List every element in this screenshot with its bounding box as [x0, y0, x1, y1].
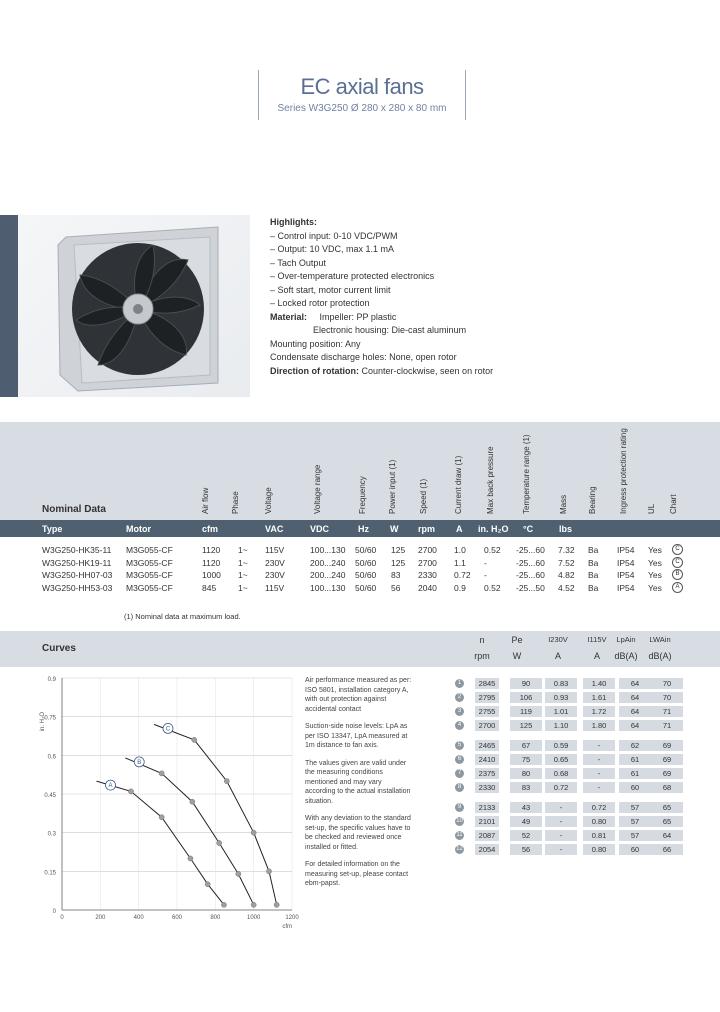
curve-cell: 69: [662, 769, 672, 778]
curve-cell: 0.93: [553, 693, 569, 702]
x-tick-label: 600: [171, 915, 183, 921]
curve-cell: 2755: [478, 707, 496, 716]
curve-cell: 2087: [478, 831, 496, 840]
hdr-mass: Mass: [559, 494, 568, 514]
curve-cell: -: [597, 769, 601, 778]
curve-row: [455, 816, 685, 827]
highlight-item: – Over-temperature protected electronics: [270, 271, 435, 281]
col-vac: VAC: [265, 524, 284, 534]
curve-row: [455, 678, 685, 689]
table-cell: 83: [391, 570, 401, 580]
y-tick-label: 0.9: [47, 677, 56, 683]
direction-value: Counter-clockwise, seen on rotor: [361, 365, 494, 376]
data-point: [190, 799, 195, 804]
table-row: [0, 544, 720, 556]
col-inh2o: in. H₂O: [478, 524, 509, 534]
curve-badge: 1: [455, 679, 464, 688]
curve-cell: -: [597, 741, 601, 750]
table-cell: 0.9: [454, 582, 466, 593]
curve-row: [455, 692, 685, 703]
curve-cell: 2375: [478, 769, 496, 778]
curve-cell: 83: [521, 783, 531, 792]
curve-cell: 60: [630, 783, 640, 792]
data-point: [128, 789, 133, 794]
series-label: B: [137, 759, 142, 766]
table-cell: 230V: [265, 570, 285, 580]
curve-cell: 70: [662, 693, 672, 702]
table-cell: Yes: [648, 557, 662, 568]
curve-cell: 0.83: [553, 679, 569, 688]
curves-col-i115: I115V: [587, 635, 607, 644]
curve-row: [455, 706, 685, 717]
hdr-max-back-pressure: Max back pressure: [486, 446, 495, 514]
table-cell: IP54: [617, 557, 635, 568]
table-cell: C: [672, 544, 683, 555]
curve-cell: 1.10: [553, 721, 569, 730]
table-cell: Yes: [648, 570, 662, 580]
curves-header-band: [0, 631, 720, 667]
curve-cell: 57: [630, 817, 640, 826]
performance-chart: [30, 672, 300, 942]
curve-cell: 43: [521, 803, 531, 812]
table-cell: 200...240: [310, 557, 346, 568]
data-point: [159, 815, 164, 820]
col-hz: Hz: [358, 524, 369, 534]
curves-unit-i115: A: [593, 651, 600, 661]
curve-row: [455, 782, 685, 793]
curve-cell: 71: [662, 707, 672, 716]
hdr-power-input: Power input (1): [388, 459, 397, 514]
curve-cell: 2465: [478, 741, 496, 750]
table-cell: 1.0: [454, 545, 466, 555]
curve-row: [455, 720, 685, 731]
table-cell: -25...60: [516, 545, 545, 555]
table-cell: Yes: [648, 545, 662, 555]
table-cell: 4.82: [558, 570, 575, 580]
table-cell: 125: [391, 545, 406, 555]
table-cell: -25...50: [516, 582, 545, 593]
table-cell: 115V: [265, 545, 285, 555]
table-cell: W3G250-HK19-11: [42, 557, 112, 568]
curve-cell: 0.72: [553, 783, 569, 792]
curve-cell: 0.72: [591, 803, 607, 812]
curve-row: [455, 740, 685, 751]
table-cell: M3G055-CF: [126, 545, 173, 555]
table-cell: 4.52: [558, 582, 575, 593]
fan-illustration: [18, 215, 250, 397]
data-point: [192, 737, 197, 742]
y-tick-label: 0: [52, 909, 56, 915]
table-cell: W3G250-HH07-03: [42, 570, 113, 580]
x-tick-label: 200: [95, 915, 106, 921]
nominal-header-band: [0, 422, 720, 520]
table-cell: A: [672, 582, 683, 593]
curve-badge: 3: [455, 707, 464, 716]
table-cell: 125: [391, 557, 406, 568]
hdr-air-flow: Air flow: [201, 487, 210, 514]
curve-badge: 8: [455, 783, 464, 792]
curve-badge: 6: [455, 755, 464, 764]
table-cell: Ba: [588, 570, 599, 580]
series-label: A: [108, 783, 113, 790]
table-cell: 1120: [202, 545, 221, 555]
curve-cell: 65: [662, 803, 672, 812]
y-axis-label: in. H₂O: [40, 712, 46, 732]
direction-label: Direction of rotation:: [270, 365, 359, 376]
curve-badge: 4: [455, 721, 464, 730]
curve-cell: 64: [630, 721, 640, 730]
curves-unit-n: rpm: [474, 651, 490, 661]
page-subtitle: Series W3G250 Ø 280 x 280 x 80 mm: [277, 103, 447, 114]
hdr-voltage: Voltage: [264, 487, 273, 514]
curve-cell: 64: [630, 693, 640, 702]
curves-unit-lwa: dB(A): [648, 651, 672, 661]
curves-unit-i230: A: [554, 651, 561, 661]
curve-cell: 2700: [478, 721, 496, 730]
table-cell: IP54: [617, 570, 635, 580]
data-point: [274, 902, 279, 907]
curve-cell: -: [559, 845, 563, 854]
mounting-position: Mounting position: Any: [270, 338, 361, 349]
col-rpm: rpm: [418, 524, 436, 534]
y-tick-label: 0.6: [47, 754, 56, 761]
table-cell: M3G055-CF: [126, 582, 173, 593]
table-cell: Yes: [648, 582, 662, 593]
curve-cell: 1.61: [591, 693, 607, 702]
table-cell: 1~: [238, 545, 248, 555]
curve-cell: 2101: [478, 817, 496, 826]
nominal-footnote: (1) Nominal data at maximum load.: [124, 612, 241, 621]
curve-cell: 70: [662, 679, 672, 688]
curve-cell: 2795: [478, 693, 496, 702]
curve-cell: 61: [630, 755, 640, 764]
hdr-frequency: Frequency: [358, 476, 367, 514]
table-cell: 100...130: [310, 545, 346, 555]
hdr-phase: Phase: [231, 491, 240, 514]
curves-col-lwa: LWAin: [649, 635, 671, 644]
table-cell: Ba: [588, 557, 599, 568]
col-vdc: VDC: [310, 524, 330, 534]
data-point: [221, 902, 226, 907]
table-cell: Ba: [588, 545, 599, 555]
curves-unit-pe: W: [512, 651, 522, 661]
curve-cell: -: [559, 817, 563, 826]
curve-cell: 57: [630, 831, 640, 840]
table-cell: 50/60: [355, 545, 377, 555]
table-cell: IP54: [617, 582, 635, 593]
col-type: Type: [42, 524, 63, 534]
table-cell: W3G250-HH53-03: [42, 582, 113, 593]
curve-cell: 2133: [478, 803, 496, 812]
curve-badge: 10: [456, 818, 463, 824]
curve-cell: 1.72: [591, 707, 607, 716]
note: With any deviation to the standard set-up, the specific values have to be checked and reviewed once installed or fitted.: [305, 815, 411, 851]
series-line-a: [97, 781, 225, 905]
table-row: [0, 582, 720, 594]
curve-row: [455, 844, 685, 855]
data-point: [224, 779, 229, 784]
table-cell: 2330: [418, 570, 437, 580]
table-cell: 1~: [238, 582, 248, 593]
table-cell: 7.52: [558, 557, 575, 568]
table-cell: 2700: [418, 557, 437, 568]
curve-cell: -: [597, 755, 601, 764]
table-cell: -25...60: [516, 570, 545, 580]
material-housing: Electronic housing: Die-cast aluminum: [313, 325, 467, 335]
note: Suction-side noise levels: LpA as per ISO 13347, LpA measured at 1m distance to fan axis.: [305, 723, 408, 749]
x-tick-label: 1200: [285, 915, 299, 921]
table-cell: 56: [391, 582, 401, 593]
table-cell: IP54: [617, 545, 635, 555]
curve-cell: 125: [519, 721, 533, 730]
x-tick-label: 0: [60, 915, 64, 921]
data-point: [159, 771, 164, 776]
curves-notes: [305, 676, 413, 897]
table-cell: 50/60: [355, 570, 377, 580]
hdr-ingress-protection: Ingress protection rating: [619, 428, 628, 514]
title-box: [258, 70, 466, 120]
hdr-current-draw: Current draw (1): [454, 455, 463, 514]
curve-cell: 60: [630, 845, 640, 854]
table-cell: W3G250-HK35-11: [42, 545, 112, 555]
curve-cell: 64: [630, 707, 640, 716]
curve-badge: 2: [455, 693, 464, 702]
highlight-item: – Locked rotor protection: [270, 298, 370, 308]
curve-cell: 57: [630, 803, 640, 812]
nominal-data-title: Nominal Data: [42, 504, 106, 515]
curves-col-pe: Pe: [511, 635, 523, 645]
curve-cell: 68: [662, 783, 672, 792]
table-cell: 0.52: [484, 582, 501, 593]
curve-cell: 75: [521, 755, 531, 764]
table-cell: 1~: [238, 570, 248, 580]
table-cell: 7.32: [558, 545, 575, 555]
curve-cell: 2054: [478, 845, 496, 854]
table-cell: -: [484, 557, 487, 568]
data-point: [266, 869, 271, 874]
curve-cell: -: [559, 803, 563, 812]
page-title: EC axial fans: [300, 74, 424, 99]
highlights-heading: Highlights:: [270, 217, 317, 227]
curve-cell: 71: [662, 721, 672, 730]
curve-cell: 0.80: [591, 845, 607, 854]
hdr-chart: Chart: [669, 494, 678, 514]
highlight-item: – Control input: 0-10 VDC/PWM: [270, 230, 398, 241]
product-photo: [18, 215, 250, 397]
material-label: Material:: [270, 311, 308, 322]
curve-badge: 5: [455, 741, 464, 750]
table-cell: B: [672, 569, 683, 580]
y-tick-label: 0.3: [47, 831, 56, 838]
curve-cell: 80: [521, 769, 531, 778]
curve-badge: 7: [455, 769, 464, 778]
curves-unit-lpa: dB(A): [614, 651, 638, 661]
table-cell: 50/60: [355, 557, 377, 568]
x-tick-label: 1000: [246, 915, 261, 921]
y-tick-label: 0.75: [44, 715, 56, 722]
hdr-bearing: Bearing: [588, 486, 597, 514]
col-cfm: cfm: [202, 524, 219, 534]
curve-cell: 2845: [478, 679, 496, 688]
table-cell: 100...130: [310, 582, 346, 593]
table-cell: 1120: [202, 557, 221, 568]
x-tick-label: 800: [210, 915, 221, 921]
curve-badge: 12: [456, 846, 463, 852]
table-cell: 0.72: [454, 570, 471, 580]
curve-cell: 0.59: [553, 741, 569, 750]
x-axis-label: cfm: [282, 924, 292, 930]
curve-badge: 11: [456, 832, 463, 838]
curve-cell: 0.65: [553, 755, 569, 764]
table-cell: 115V: [265, 582, 285, 593]
curve-cell: 119: [520, 707, 532, 716]
table-cell: 2700: [418, 545, 437, 555]
table-cell: 200...240: [310, 570, 346, 580]
curve-cell: 64: [630, 679, 640, 688]
hdr-speed: Speed (1): [419, 478, 428, 514]
nominal-units-bar: [0, 520, 720, 537]
curve-cell: 66: [662, 845, 672, 854]
table-cell: -: [484, 570, 487, 580]
curve-cell: 0.80: [591, 817, 607, 826]
data-point: [251, 830, 256, 835]
curve-cell: 0.68: [553, 769, 569, 778]
curves-col-i230: I230V: [548, 635, 568, 644]
material-impeller: Impeller: PP plastic: [319, 311, 397, 322]
table-cell: M3G055-CF: [126, 557, 173, 568]
curve-cell: 2330: [478, 783, 496, 792]
table-cell: C: [672, 557, 683, 568]
note: Air performance measured as per: ISO 5801, installation category A, with out protection against accidental contact: [305, 677, 412, 713]
curve-cell: -: [559, 831, 563, 840]
curve-cell: 1.40: [591, 679, 607, 688]
x-tick-label: 400: [133, 915, 144, 921]
table-cell: 230V: [265, 557, 285, 568]
table-row: [0, 569, 720, 581]
table-row: [0, 557, 720, 569]
curve-cell: 69: [662, 755, 672, 764]
curve-cell: 49: [521, 817, 531, 826]
note: The values given are valid under the measuring conditions mentioned and may vary according to the actual installation situation.: [305, 759, 411, 805]
hdr-ul: UL: [647, 503, 656, 514]
curve-cell: 62: [630, 741, 640, 750]
hdr-temperature-range: Temperature range (1): [522, 434, 531, 514]
curve-cell: 61: [630, 769, 640, 778]
table-cell: Ba: [588, 582, 599, 593]
table-cell: 0.52: [484, 545, 501, 555]
col-lbs: lbs: [559, 524, 573, 534]
curves-title: Curves: [42, 643, 76, 654]
table-cell: 1.1: [454, 557, 466, 568]
curve-cell: 52: [521, 831, 531, 840]
table-cell: 2040: [418, 582, 437, 593]
table-cell: 845: [202, 582, 217, 593]
highlights: [270, 216, 493, 378]
curve-cell: 56: [521, 845, 531, 854]
curve-cell: 69: [662, 741, 672, 750]
curve-cell: 0.81: [591, 831, 607, 840]
left-accent-bar: [0, 215, 18, 397]
col-motor: Motor: [126, 524, 151, 534]
condensate-holes: Condensate discharge holes: None, open rotor: [270, 352, 457, 362]
table-cell: 1~: [238, 557, 248, 568]
curve-cell: 90: [521, 679, 531, 688]
hdr-voltage-range: Voltage range: [313, 464, 322, 514]
table-cell: -25...60: [516, 557, 545, 568]
series-label: C: [165, 726, 171, 733]
table-cell: 50/60: [355, 582, 377, 593]
curve-cell: 1.01: [553, 707, 569, 716]
curve-cell: 106: [519, 693, 533, 702]
y-tick-label: 0.15: [44, 870, 56, 877]
curves-col-lpa: LpAin: [616, 635, 636, 644]
col-a: A: [456, 524, 463, 534]
data-point: [236, 871, 241, 876]
col-w: W: [390, 524, 399, 534]
table-cell: 1000: [202, 570, 221, 580]
curve-row: [455, 830, 685, 841]
highlight-item: – Output: 10 VDC, max 1.1 mA: [270, 244, 395, 254]
curve-cell: 67: [521, 741, 531, 750]
table-cell: M3G055-CF: [126, 570, 173, 580]
data-point: [205, 882, 210, 887]
curve-badge: 9: [455, 803, 464, 812]
series-line-b: [125, 758, 253, 905]
y-tick-label: 0.45: [44, 793, 56, 799]
curve-cell: 64: [662, 831, 672, 840]
curve-row: [455, 802, 685, 813]
note: For detailed information on the measuring set-up, please contact ebm-papst.: [305, 861, 409, 887]
curve-cell: 2410: [478, 755, 496, 764]
curves-col-n: n: [479, 635, 485, 645]
data-point: [251, 902, 256, 907]
data-point: [188, 856, 193, 861]
data-point: [217, 840, 222, 845]
curve-cell: -: [597, 783, 601, 792]
col-celsius: °C: [523, 524, 534, 534]
highlight-item: – Soft start, motor current limit: [270, 284, 391, 295]
curve-row: [455, 754, 685, 765]
curve-row: [455, 768, 685, 779]
curve-cell: 65: [662, 817, 672, 826]
highlight-item: – Tach Output: [270, 257, 326, 268]
curve-cell: 1.80: [591, 721, 607, 730]
